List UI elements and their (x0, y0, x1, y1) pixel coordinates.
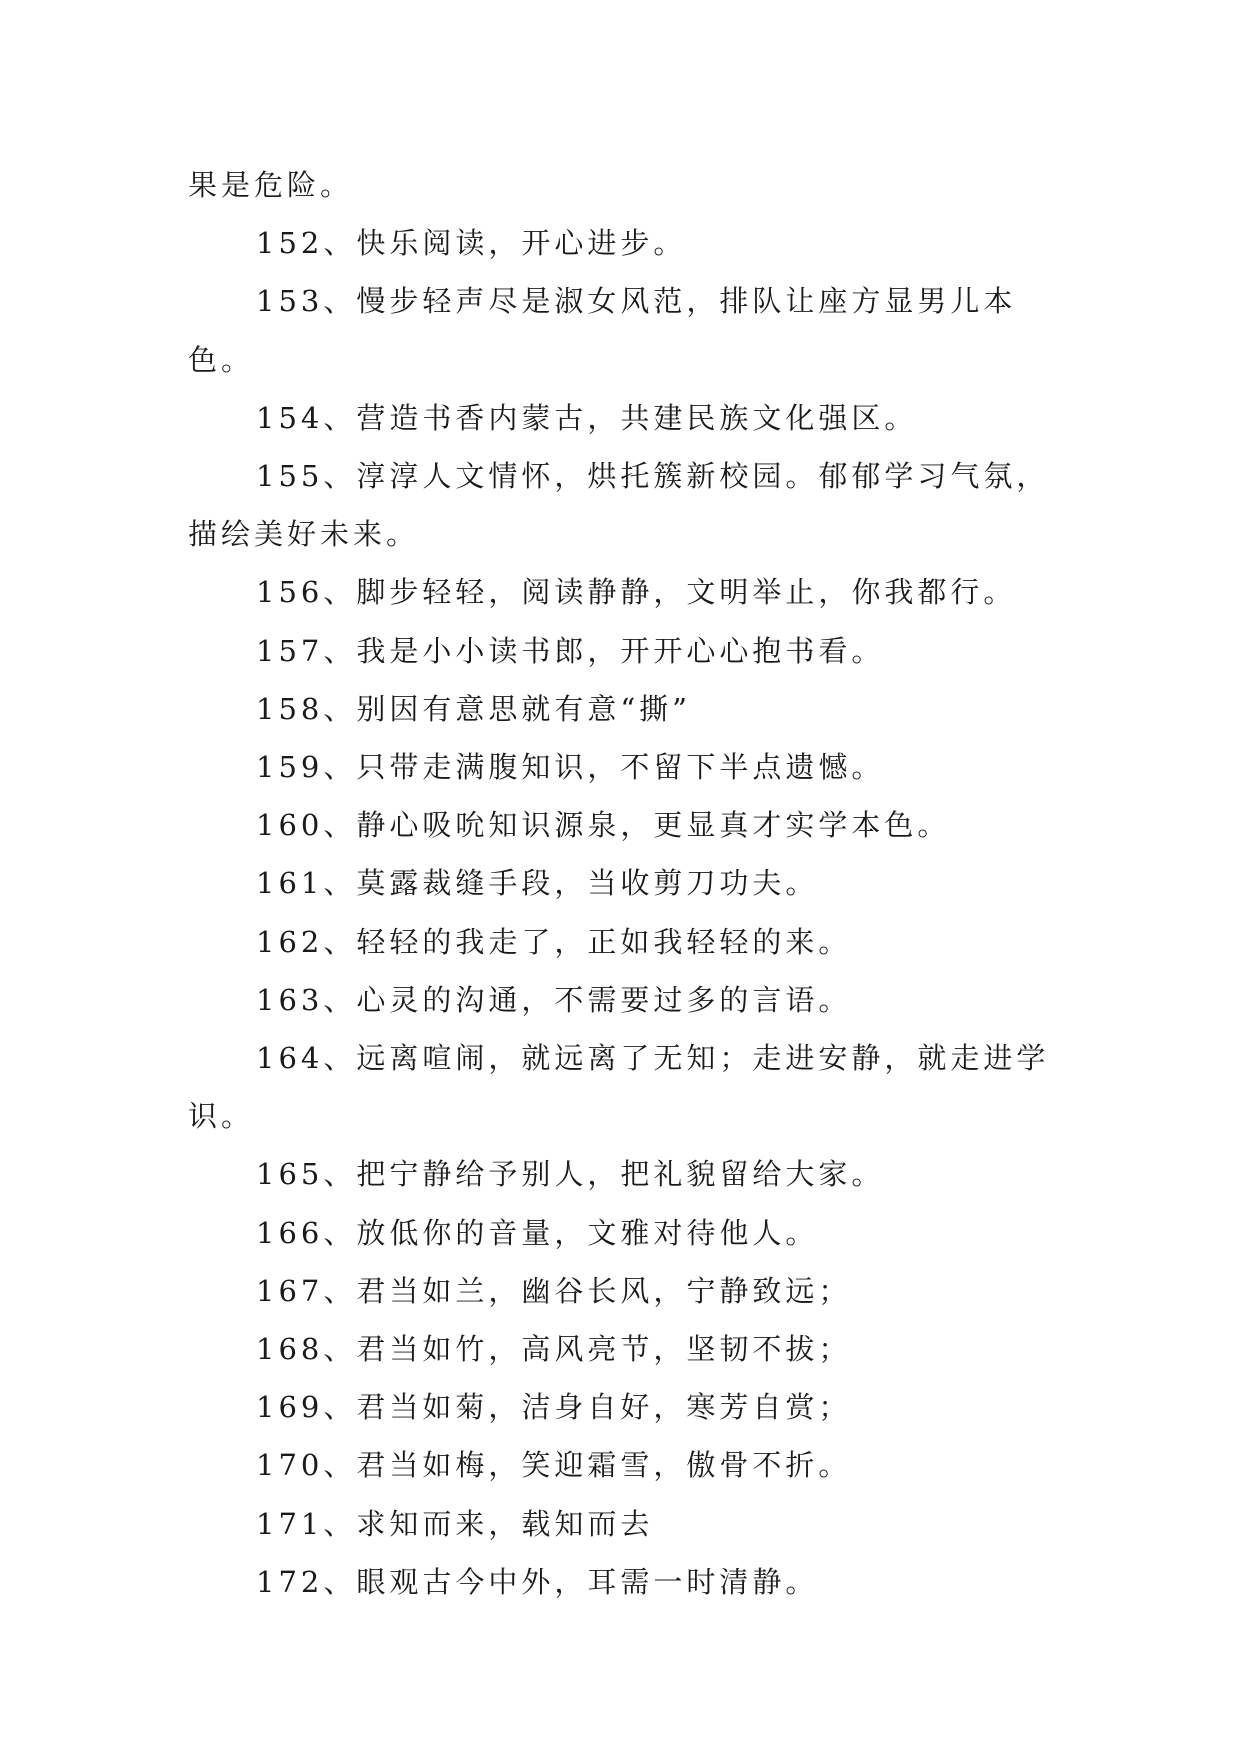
paragraph-153: 153、慢步轻声尽是淑女风范，排队让座方显男儿本色。 (188, 284, 1017, 377)
paragraph-164: 164、远离喧闹，就远离了无知；走进安静，就走进学识。 (188, 1041, 1050, 1134)
paragraph-167: 167、君当如兰，幽谷长风，宁静致远； (256, 1273, 852, 1308)
paragraph-154: 154、营造书香内蒙古，共建民族文化强区。 (256, 400, 918, 435)
paragraph-165: 165、把宁静给予别人，把礼貌留给大家。 (256, 1157, 885, 1192)
paragraph-168: 168、君当如竹，高风亮节，坚韧不拔； (256, 1332, 852, 1367)
paragraph-156: 156、脚步轻轻，阅读静静，文明举止，你我都行。 (256, 575, 1017, 610)
paragraph-170: 170、君当如梅，笑迎霜雪，傲骨不折。 (256, 1448, 852, 1483)
paragraph-157: 157、我是小小读书郎，开开心心抱书看。 (256, 633, 885, 668)
paragraph-171: 171、求知而来，载知而去 (256, 1506, 654, 1541)
paragraph-159: 159、只带走满腹知识，不留下半点遗憾。 (256, 750, 885, 785)
paragraph-161: 161、莫露裁缝手段，当收剪刀功夫。 (256, 866, 819, 901)
paragraph-172: 172、眼观古今中外，耳需一时清静。 (256, 1564, 819, 1599)
paragraph-155: 155、淳淳人文情怀，烘托簇新校园。郁郁学习气氛，描绘美好未来。 (188, 459, 1050, 552)
paragraph-continuation: 果是危险。 (188, 168, 354, 202)
paragraph-158: 158、别因有意思就有意“撕” (256, 691, 692, 726)
document-body (188, 156, 1068, 1611)
paragraph-152: 152、快乐阅读，开心进步。 (256, 226, 687, 261)
paragraph-169: 169、君当如菊，洁身自好，寒芳自赏； (256, 1390, 852, 1425)
paragraph-160: 160、静心吸吮知识源泉，更显真才实学本色。 (256, 808, 951, 843)
paragraph-162: 162、轻轻的我走了，正如我轻轻的来。 (256, 924, 852, 959)
paragraph-166: 166、放低你的音量，文雅对待他人。 (256, 1215, 819, 1250)
paragraph-163: 163、心灵的沟通，不需要过多的言语。 (256, 982, 852, 1017)
